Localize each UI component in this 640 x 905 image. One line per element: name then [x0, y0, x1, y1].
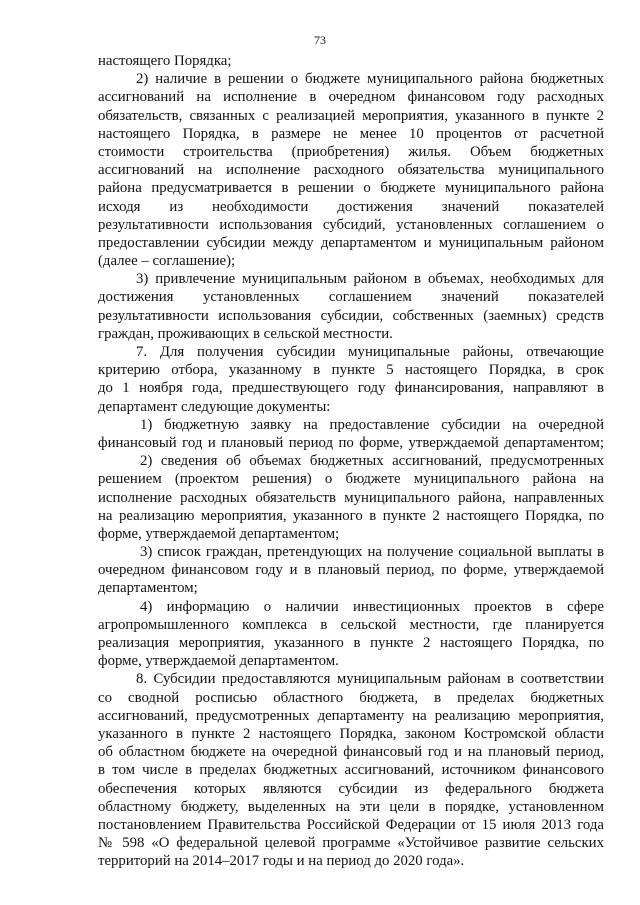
text-line: обеспечения которых являются субсидии из федерального бюджета [98, 780, 604, 797]
text-line: настоящего Порядка, в размере не менее 10 процентов от расчетной [98, 125, 604, 142]
text-line: решением (проектом решения) о бюджете муниципального района на [98, 471, 604, 488]
text-line: областному бюджету, выделенных на эти цели в порядке, установленном [98, 798, 604, 815]
text-line: агропромышленного комплекса в сельской местности, где планируется [98, 616, 604, 633]
text-line: департамент следующие документы: [98, 398, 331, 415]
text-line: района предусматривается в решении о бюджете муниципального района [98, 180, 604, 197]
text-line: 7. Для получения субсидии муниципальные районы, отвечающие [136, 344, 604, 360]
text-line: 3) привлечение муниципальным районом в объемах, необходимых для [136, 271, 604, 288]
text-line: 2) наличие в решении о бюджете муниципального района бюджетных [136, 71, 604, 88]
text-line: ассигнований на исполнение расходного обязательства муниципального [98, 162, 604, 179]
text-line: предоставлении субсидии между департаментом и муниципальным районом [98, 234, 604, 251]
page-number: 73 [314, 33, 326, 47]
text-line: постановлением Правительства Российской Федерации от 15 июля 2013 года [98, 816, 604, 833]
text-line: 1) бюджетную заявку на предоставление субсидии на очередной [140, 416, 604, 433]
text-line: критерию отбора, указанному в пункте 5 настоящего Порядка, в срок [98, 362, 604, 379]
text-line: стоимости строительства (приобретения) жилья. Объем бюджетных [98, 143, 604, 160]
text-line: настоящего Порядка; [98, 53, 232, 69]
text-line: исполнение расходных обязательств муниципального района, направленных [98, 489, 604, 506]
text-line: финансовый год и плановый период по форме, утверждаемой департаментом; [98, 434, 604, 451]
text-line: реализация мероприятия, указанного в пункте 2 настоящего Порядка, по [98, 635, 604, 651]
text-line: исходя из необходимости достижения значений показателей [98, 198, 604, 215]
text-line: обязательств, связанных с реализацией мероприятия, указанного в пункте 2 [98, 107, 604, 124]
text-line: в том числе в пределах бюджетных ассигнований, источником финансового [98, 762, 604, 779]
text-line: ассигнований, предусмотренных департаменту на реализацию мероприятия, [98, 707, 604, 724]
text-line: со сводной росписью областного бюджета, в пределах бюджетных [98, 689, 604, 706]
text-line: результативности использования субсидий, установленных соглашением о [98, 216, 604, 233]
text-line: достижения установленных соглашением значений показателей [98, 289, 604, 306]
document-body [98, 52, 604, 870]
text-line: граждан, проживающих в сельской местности. [98, 325, 393, 342]
text-line: указанного в пункте 2 настоящего Порядка, законом Костромской области [98, 725, 604, 742]
text-line: 3) список граждан, претендующих на получение социальной выплаты в [140, 544, 604, 561]
text-line: результативности использования субсидии, собственных (заемных) средств [98, 307, 604, 324]
text-line: об областном бюджете на очередной финансовый год и на плановый период, [98, 744, 604, 761]
text-line: до 1 ноября года, предшествующего году финансирования, направляют в [98, 380, 604, 397]
text-line: (далее – соглашение); [98, 253, 236, 270]
text-line: форме, утверждаемой департаментом; [98, 525, 340, 542]
text-line: форме, утверждаемой департаментом. [98, 653, 339, 670]
text-line: территорий на 2014–2017 годы и на период до 2020 года». [98, 853, 465, 870]
text-line: ассигнований на исполнение в очередном финансовом году расходных [98, 89, 604, 106]
text-line: № 598 «О федеральной целевой программе «Устойчивое развитие сельских [98, 835, 604, 852]
text-line: очередном финансовом году и в плановый период, по форме, утверждаемой [98, 562, 604, 579]
text-line: 2) сведения об объемах бюджетных ассигнований, предусмотренных [140, 453, 604, 470]
text-line: на реализацию мероприятия, указанного в пункте 2 настоящего Порядка, по [98, 507, 604, 524]
text-line: 8. Субсидии предоставляются муниципальным районам в соответствии [136, 671, 604, 688]
text-line: 4) информацию о наличии инвестиционных проектов в сфере [140, 598, 604, 615]
text-line: департаментом; [98, 580, 198, 597]
